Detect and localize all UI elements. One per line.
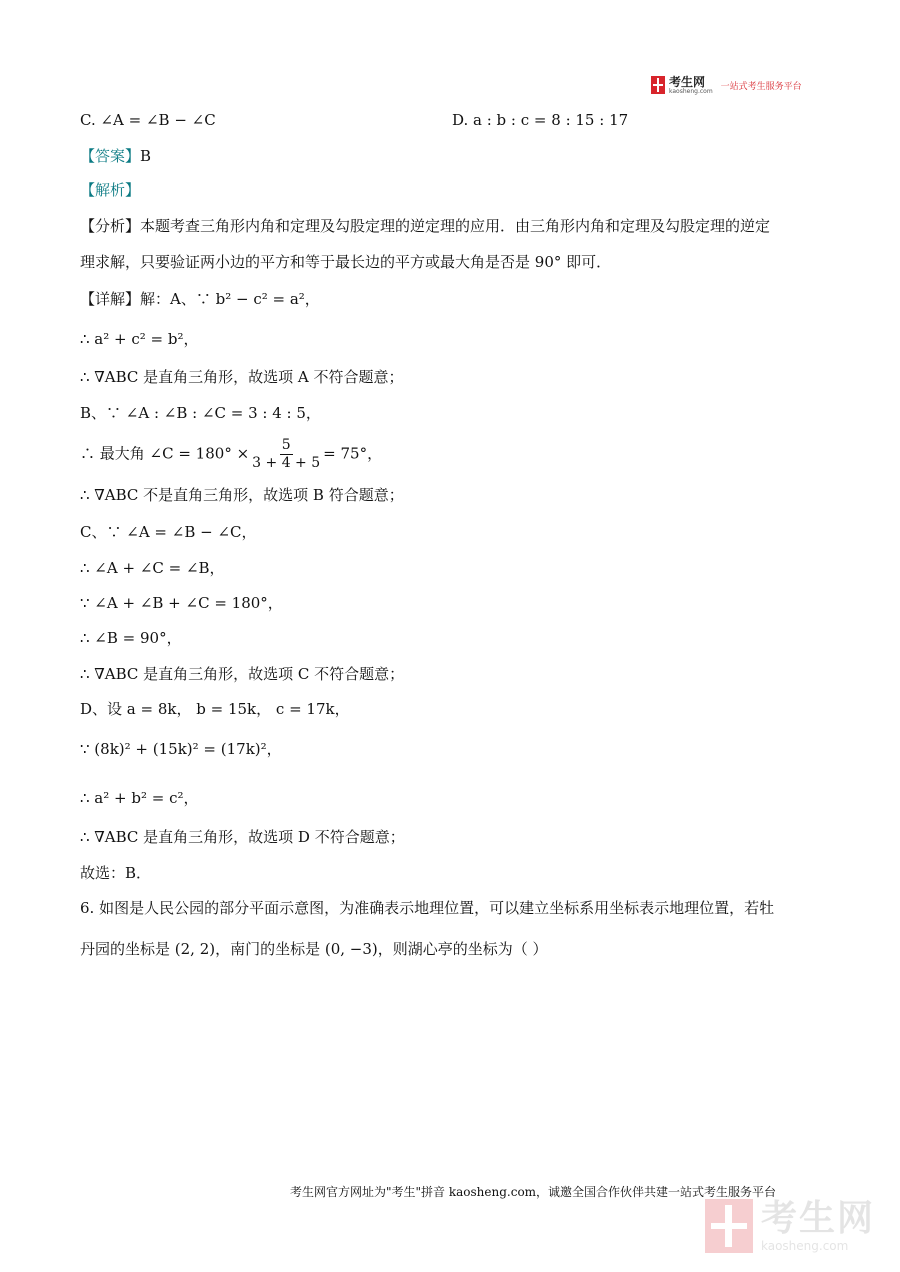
- detail-conclusion: 故选：B．: [80, 864, 152, 882]
- fenxi-line-2: 理求解，只要验证两小边的平方和等于最长边的平方或最大角是否是 90° 即可．: [80, 253, 612, 271]
- header-slogan: 一站式考生服务平台: [720, 81, 802, 92]
- detail-a1-text: 解：A、∵ b² − c² = a²，: [140, 290, 320, 308]
- detail-d1: D、设 a = 8k， b = 15k， c = 17k，: [80, 700, 350, 718]
- footer-text: 考生网官方网址为"考生"拼音 kaosheng.com，诚邀全国合作伙伴共建一站式考生服务平台: [290, 1185, 777, 1199]
- detail-label: 【详解】: [80, 290, 141, 308]
- detail-d3: ∴ a² + b² = c²，: [80, 789, 199, 807]
- kaosheng-logo-icon: [651, 76, 665, 94]
- detail-c5: ∴ ∇ABC 是直角三角形，故选项 C 不符合题意；: [80, 665, 405, 683]
- detail-a3: ∴ ∇ABC 是直角三角形，故选项 A 不符合题意；: [80, 368, 404, 386]
- question-6-line-1: 6. 如图是人民公园的部分平面示意图，为准确表示地理位置，可以建立坐标系用坐标表示地理位置，若牡: [80, 899, 775, 917]
- detail-b2-prefix: ∴ 最大角 ∠C = 180° ×: [80, 444, 250, 463]
- logo-domain: kaosheng.com: [669, 87, 713, 95]
- detail-a2: ∴ a² + c² = b²，: [80, 330, 199, 348]
- logo-name: 考生网: [669, 74, 706, 89]
- detail-b3: ∴ ∇ABC 不是直角三角形，故选项 B 符合题意；: [80, 486, 404, 504]
- detail-a1: [80, 290, 320, 308]
- detail-c1: C、∵ ∠A = ∠B − ∠C，: [80, 523, 257, 541]
- option-c: C. ∠A = ∠B − ∠C: [80, 111, 216, 129]
- header-logo: [651, 74, 802, 96]
- analysis-label: 【解析】: [80, 181, 141, 199]
- detail-d2: ∵ (8k)² + (15k)² = (17k)²，: [80, 740, 282, 758]
- question-6-line-2: 丹园的坐标是 (2, 2)，南门的坐标是 (0, −3)，则湖心亭的坐标为（ ）: [80, 940, 548, 958]
- fraction: [252, 437, 320, 472]
- fenxi-label: 【分析】: [80, 217, 141, 235]
- detail-c3: ∵ ∠A + ∠B + ∠C = 180°，: [80, 594, 283, 612]
- watermark-domain: kaosheng.com: [761, 1238, 849, 1253]
- option-d: D. a : b : c = 8 : 15 : 17: [452, 111, 629, 129]
- detail-c2: ∴ ∠A + ∠C = ∠B，: [80, 559, 225, 577]
- fraction-numerator: 5: [281, 437, 291, 453]
- fraction-denominator: 3 + 4 + 5: [252, 454, 321, 471]
- logo-text: [669, 76, 713, 95]
- fenxi-text-1: 本题考查三角形内角和定理及勾股定理的逆定理的应用．由三角形内角和定理及勾股定理的逆定: [140, 217, 771, 235]
- analysis-heading: [80, 181, 140, 199]
- watermark-name: 考生网: [761, 1197, 876, 1239]
- watermark-logo-icon: [705, 1199, 753, 1253]
- fenxi-line-1: [80, 217, 770, 235]
- detail-b2: [80, 437, 382, 472]
- detail-b2-suffix: = 75°，: [323, 444, 383, 463]
- answer-label: 【答案】: [80, 147, 141, 165]
- answer-value: B: [140, 147, 152, 165]
- detail-c4: ∴ ∠B = 90°，: [80, 629, 182, 647]
- watermark-logo: [705, 1199, 875, 1253]
- detail-d4: ∴ ∇ABC 是直角三角形，故选项 D 不符合题意；: [80, 828, 405, 846]
- watermark-text: [761, 1197, 876, 1253]
- answer-line: [80, 147, 151, 165]
- detail-b1: B、∵ ∠A : ∠B : ∠C = 3 : 4 : 5，: [80, 404, 321, 422]
